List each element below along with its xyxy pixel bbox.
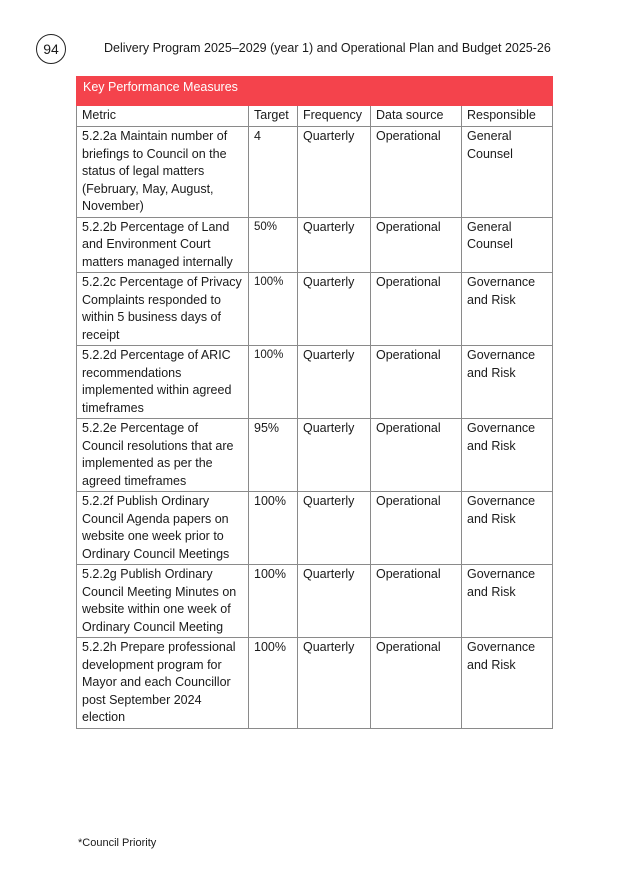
table-row — [77, 419, 553, 492]
target-cell: 50% — [249, 217, 298, 273]
column-header-data-source: Data source — [371, 106, 462, 127]
column-header-target: Target — [249, 106, 298, 127]
table-row — [77, 638, 553, 729]
target-cell: 100% — [249, 273, 298, 346]
data-source-cell: Operational — [371, 217, 462, 273]
responsible-cell: Governance and Risk — [462, 419, 553, 492]
frequency-cell: Quarterly — [298, 492, 371, 565]
target-cell: 95% — [249, 419, 298, 492]
target-cell: 4 — [249, 127, 298, 218]
metric-cell: 5.2.2e Percentage of Council resolutions that are implemented as per the agreed timeframes — [77, 419, 249, 492]
column-header-frequency: Frequency — [298, 106, 371, 127]
kpi-table — [76, 76, 553, 729]
table-row — [77, 127, 553, 218]
table-row — [77, 217, 553, 273]
target-cell: 100% — [249, 565, 298, 638]
responsible-cell: Governance and Risk — [462, 273, 553, 346]
metric-cell: 5.2.2h Prepare professional development program for Mayor and each Councillor post September 2024 election — [77, 638, 249, 729]
responsible-cell: Governance and Risk — [462, 492, 553, 565]
responsible-cell: Governance and Risk — [462, 346, 553, 419]
table-banner: Key Performance Measures — [77, 77, 553, 106]
page-number: 94 — [36, 34, 66, 64]
table-row — [77, 565, 553, 638]
data-source-cell: Operational — [371, 419, 462, 492]
table-row — [77, 346, 553, 419]
data-source-cell: Operational — [371, 346, 462, 419]
metric-cell: 5.2.2f Publish Ordinary Council Agenda papers on website one week prior to Ordinary Council Meetings — [77, 492, 249, 565]
data-source-cell: Operational — [371, 127, 462, 218]
responsible-cell: Governance and Risk — [462, 565, 553, 638]
data-source-cell: Operational — [371, 638, 462, 729]
column-header-metric: Metric — [77, 106, 249, 127]
data-source-cell: Operational — [371, 492, 462, 565]
metric-cell: 5.2.2d Percentage of ARIC recommendations implemented within agreed timeframes — [77, 346, 249, 419]
responsible-cell: General Counsel — [462, 127, 553, 218]
footnote: *Council Priority — [78, 837, 157, 849]
metric-cell: 5.2.2c Percentage of Privacy Complaints responded to within 5 business days of receipt — [77, 273, 249, 346]
table-row — [77, 492, 553, 565]
document-title: Delivery Program 2025–2029 (year 1) and Operational Plan and Budget 2025-26 — [104, 41, 551, 55]
data-source-cell: Operational — [371, 273, 462, 346]
frequency-cell: Quarterly — [298, 419, 371, 492]
responsible-cell: Governance and Risk — [462, 638, 553, 729]
frequency-cell: Quarterly — [298, 273, 371, 346]
metric-cell: 5.2.2g Publish Ordinary Council Meeting Minutes on website within one week of Ordinary Council Meeting — [77, 565, 249, 638]
frequency-cell: Quarterly — [298, 638, 371, 729]
table-row — [77, 273, 553, 346]
responsible-cell: General Counsel — [462, 217, 553, 273]
frequency-cell: Quarterly — [298, 127, 371, 218]
frequency-cell: Quarterly — [298, 217, 371, 273]
target-cell: 100% — [249, 346, 298, 419]
data-source-cell: Operational — [371, 565, 462, 638]
frequency-cell: Quarterly — [298, 565, 371, 638]
target-cell: 100% — [249, 492, 298, 565]
frequency-cell: Quarterly — [298, 346, 371, 419]
target-cell: 100% — [249, 638, 298, 729]
column-header-responsible: Responsible — [462, 106, 553, 127]
metric-cell: 5.2.2b Percentage of Land and Environment Court matters managed internally — [77, 217, 249, 273]
metric-cell: 5.2.2a Maintain number of briefings to Council on the status of legal matters (February, May, August, November) — [77, 127, 249, 218]
